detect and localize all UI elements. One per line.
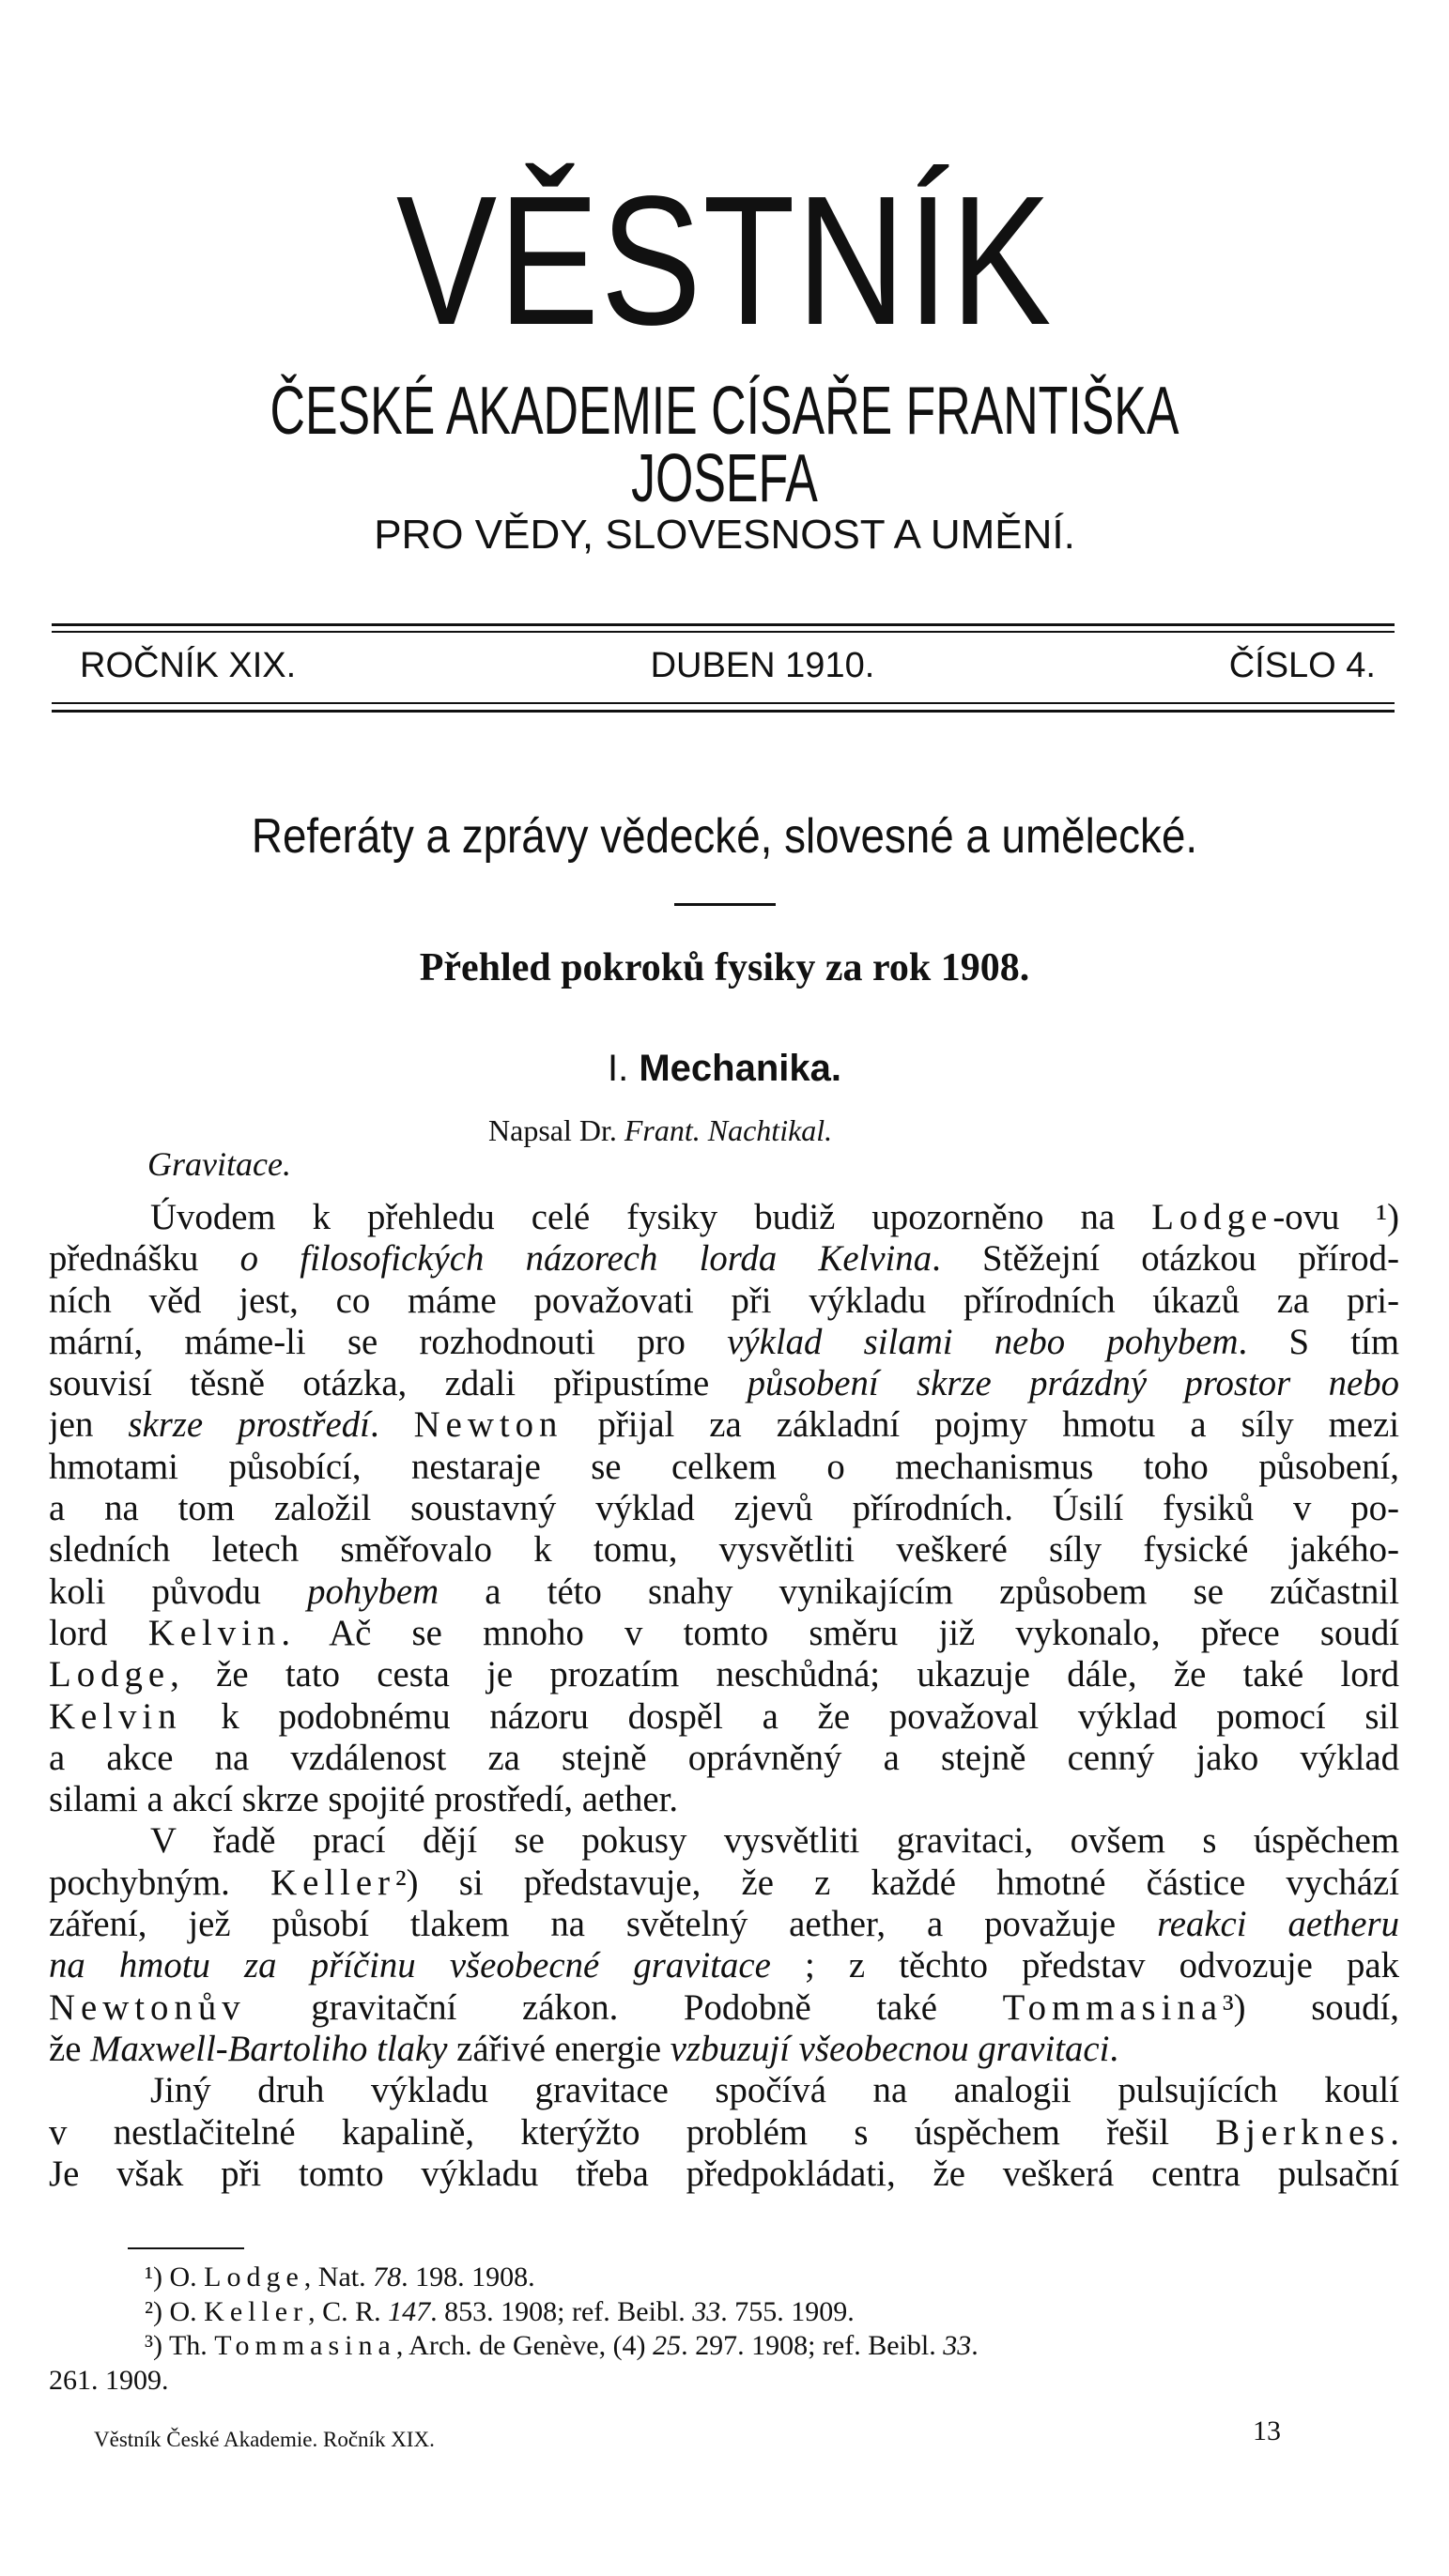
academy-name: ČESKÉ AKADEMIE CÍSAŘE FRANTIŠKA JOSEFA xyxy=(270,374,1179,516)
body-text-run: V řadě prací dějí se pokusy vysvětliti gravitaci, ovšem s úspěchem xyxy=(150,1820,1399,1862)
footnote-text: 261. 1909. xyxy=(49,2364,169,2396)
body-text-run: a této snahy vynikajícím způsobem se zúčastnil xyxy=(439,1571,1399,1612)
chapter-heading xyxy=(0,1050,1449,1087)
footnote-volume: 78 xyxy=(373,2262,402,2292)
body-line xyxy=(49,1363,1399,1404)
body-line xyxy=(49,1779,1399,1820)
body-text-run: . xyxy=(1390,2111,1399,2153)
body-text-run: k podobnému názoru dospěl a že považoval výklad pomocí sil xyxy=(181,1695,1399,1737)
spaced-name: Kelvin xyxy=(147,1612,282,1653)
body-text-run: sledních letech směřovalo k tomu, vysvětliti veškeré síly fysické jakého- xyxy=(49,1529,1399,1571)
chapter-name: Mechanika. xyxy=(639,1048,841,1089)
footnote-author: Tommasina xyxy=(214,2330,396,2361)
footnote-author: Lodge xyxy=(204,2262,304,2292)
body-line xyxy=(49,1987,1399,2029)
footnote-author: Keller xyxy=(204,2295,309,2327)
italic-run: výklad silami nebo pohybem xyxy=(727,1321,1239,1362)
footnote-text: . 198. 1908. xyxy=(401,2262,535,2292)
footnote-line xyxy=(49,2364,1399,2399)
footnote-text: ³) Th. xyxy=(145,2330,215,2361)
spaced-name: Kelvin xyxy=(49,1695,182,1737)
body-text-run: přednášku xyxy=(49,1238,240,1280)
body-text-run: souvisí těsně otázka, zdali připustíme xyxy=(49,1363,748,1404)
section-heading: Referáty a zprávy vědecké, slovesné a umělecké. xyxy=(251,809,1198,864)
body-line xyxy=(49,1904,1399,1945)
issue-number: ČÍSLO 4. xyxy=(1228,646,1376,685)
footnote-volume: 147 xyxy=(388,2295,431,2327)
footnote-text: . 297. 1908; ref. Beibl. xyxy=(681,2330,944,2361)
body-text-run: a na tom založil soustavný výklad zjevů přírodních. Úsilí fysiků v po- xyxy=(49,1488,1399,1529)
body-text-run: Jiný druh výkladu gravitace spočívá na analogii pulsujících koulí xyxy=(150,2070,1399,2111)
footnote-text: , Arch. de Genève, (4) xyxy=(395,2330,654,2361)
body-text-run: přijal za základní pojmy hmotu a síly mezi xyxy=(563,1404,1399,1446)
body-line xyxy=(49,1820,1399,1862)
spaced-name: Newtonův xyxy=(49,1986,246,2028)
body-text-run: lord xyxy=(49,1612,148,1653)
body-text xyxy=(49,1197,1399,2195)
running-footer: Věstník České Akademie. Ročník XIX. xyxy=(94,2428,435,2451)
footnote-text: ²) O. xyxy=(145,2295,205,2327)
body-line xyxy=(49,2070,1399,2111)
body-text-run: Úvodem k přehledu celé fysiky budiž upozorněno na xyxy=(150,1197,1152,1237)
top-rule-inner xyxy=(52,631,1395,633)
footnote-text: , Nat. xyxy=(303,2262,374,2292)
footnotes xyxy=(49,2261,1399,2398)
page-number: 13 xyxy=(1253,2415,1281,2446)
body-text-run: a akce na vzdálenost za stejně oprávněný a stejně cenný jako výklad xyxy=(49,1737,1399,1778)
body-text-run: , že tato cesta je prozatím neschůdná; ukazuje dále, že také lord xyxy=(170,1654,1399,1695)
body-text-run: zářivé energie xyxy=(447,2028,671,2069)
journal-subtitle: PRO VĚDY, SLOVESNOST A UMĚNÍ. xyxy=(374,512,1075,558)
footnote-line xyxy=(49,2261,1399,2295)
bottom-rule xyxy=(52,710,1395,713)
body-text-run: . xyxy=(369,1404,414,1446)
body-line xyxy=(49,1572,1399,1613)
footnote-text: . 853. 1908; ref. Beibl. xyxy=(430,2295,693,2327)
body-text-run: Je však při tomto výkladu třeba předpokládati, že veškerá centra pulsační xyxy=(49,2153,1399,2194)
footnote-text: . 755. 1909. xyxy=(720,2295,855,2327)
body-text-run: ních věd jest, co máme považovati při výkladu přírodních úkazů za pri- xyxy=(49,1280,1399,1321)
journal-title: VĚSTNÍK xyxy=(395,158,1054,363)
body-text-run: . Stěžejní otázkou přírod- xyxy=(932,1238,1399,1280)
italic-run: pohybem xyxy=(307,1571,439,1612)
body-line xyxy=(49,1696,1399,1738)
body-line xyxy=(49,2029,1399,2070)
body-text-run: gravitační zákon. Podobně také xyxy=(245,1986,1003,2028)
spaced-name: Newton xyxy=(413,1404,563,1446)
byline-prefix: Napsal Dr. xyxy=(488,1113,617,1147)
body-text-run: záření, jež působí tlakem na světelný aether, a považuje xyxy=(49,1904,1158,1945)
body-text-run: silami a akcí skrze spojité prostředí, aether. xyxy=(49,1779,679,1820)
footnote-text: . xyxy=(971,2330,979,2361)
body-line xyxy=(49,1654,1399,1695)
volume-label: ROČNÍK XIX. xyxy=(80,646,297,685)
body-line xyxy=(49,2112,1399,2154)
body-line xyxy=(49,1529,1399,1571)
chapter-number: I. xyxy=(607,1048,629,1089)
footnote-text: ¹) O. xyxy=(145,2262,205,2292)
section-divider xyxy=(674,903,776,906)
italic-run: působení skrze prázdný prostor nebo xyxy=(747,1363,1399,1404)
body-text-run: v nestlačitelné kapalině, kterýžto problém s úspěchem řešil xyxy=(49,2111,1216,2153)
body-text-run: mární, máme-li se rozhodnouti pro xyxy=(49,1321,728,1362)
footnote-text: , C. R. xyxy=(308,2295,389,2327)
spaced-name: Lodge xyxy=(1151,1197,1273,1237)
body-text-run: hmotami působící, nestaraje se celkem o mechanismus toho působení, xyxy=(49,1446,1399,1487)
body-line xyxy=(49,1488,1399,1529)
body-text-run: . S tím xyxy=(1238,1321,1399,1362)
body-text-run: ³) soudí, xyxy=(1223,1986,1399,2028)
spaced-name: Lodge xyxy=(49,1654,171,1695)
body-line xyxy=(49,1945,1399,1986)
body-line xyxy=(49,2154,1399,2195)
body-line xyxy=(49,1197,1399,1238)
footnote-volume: 33 xyxy=(943,2330,972,2361)
body-text-run: že xyxy=(49,2028,91,2069)
italic-run: o filosofických názorech lorda Kelvina xyxy=(239,1238,933,1280)
body-text-run: ; z těchto představ odvozuje pak xyxy=(770,1945,1399,1986)
body-text-run: koli původu xyxy=(49,1571,308,1612)
footnote-volume: 33 xyxy=(692,2295,721,2327)
body-line xyxy=(49,1738,1399,1779)
spaced-name: Keller xyxy=(270,1862,395,1903)
body-text-run: . Ač se mnoho v tomto směru již vykonalo, přece soudí xyxy=(281,1612,1399,1653)
body-line xyxy=(49,1280,1399,1322)
body-text-run: ²) si představuje, že z každé hmotné částice vychází xyxy=(395,1862,1399,1903)
byline-author: Frant. Nachtikal. xyxy=(624,1113,833,1147)
byline xyxy=(488,1115,832,1145)
italic-run: skrze prostředí xyxy=(128,1404,370,1446)
top-rule xyxy=(52,623,1395,626)
body-text-run: . xyxy=(1109,2028,1119,2069)
footnote-rule xyxy=(128,2247,244,2249)
body-line xyxy=(49,1613,1399,1654)
italic-run: na hmotu za příčinu všeobecné gravitace xyxy=(49,1945,771,1986)
body-line xyxy=(49,1238,1399,1280)
issue-line xyxy=(80,648,1376,683)
spaced-name: Bjerknes xyxy=(1215,2111,1391,2153)
issue-date: DUBEN 1910. xyxy=(650,646,875,685)
footnote-volume: 25 xyxy=(653,2330,682,2361)
italic-run: reakci aetheru xyxy=(1157,1904,1399,1945)
body-text-run: pochybným. xyxy=(49,1862,271,1903)
footnote-line xyxy=(49,2295,1399,2330)
body-line xyxy=(49,1863,1399,1904)
side-heading: Gravitace. xyxy=(147,1145,291,1183)
body-line xyxy=(49,1447,1399,1488)
body-text-run: jen xyxy=(49,1404,129,1446)
body-line xyxy=(49,1404,1399,1446)
italic-run: Maxwell-Bartoliho tlaky xyxy=(90,2028,448,2069)
footnote-line xyxy=(49,2329,1399,2364)
spaced-name: Tommasina xyxy=(1002,1986,1224,2028)
article-title: Přehled pokroků fysiky za rok 1908. xyxy=(419,946,1030,989)
body-line xyxy=(49,1322,1399,1363)
bottom-rule-inner xyxy=(52,702,1395,704)
italic-run: vzbuzují všeobecnou gravitaci xyxy=(670,2028,1110,2069)
body-text-run: -ovu ¹) xyxy=(1272,1197,1399,1237)
